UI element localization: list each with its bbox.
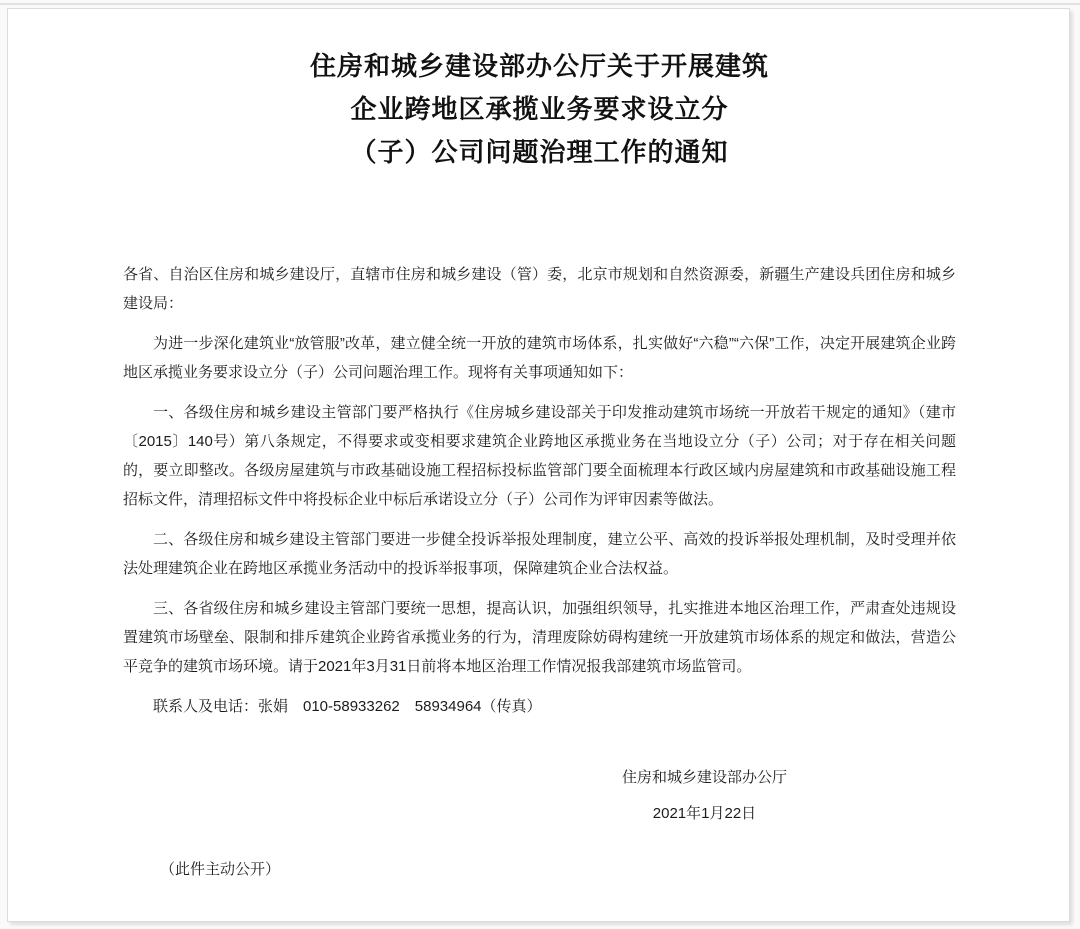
publicity-note: （此件主动公开）: [160, 861, 281, 878]
paragraph-intro: 为进一步深化建筑业“放管服”改革，建立健全统一开放的建筑市场体系，扎实做好“六稳”“六保”工作，决定开展建筑企业跨地区承揽业务要求设立分（子）公司问题治理工作。现将有关事项通知如下：: [123, 335, 956, 381]
signature-date: 2021年1月22日: [652, 805, 757, 822]
title-line-3: （子）公司问题治理工作的通知: [350, 137, 729, 167]
page-title: [123, 45, 956, 174]
signature-block: [622, 762, 787, 829]
title-line-1: 住房和城乡建设部办公厅关于开展建筑: [309, 51, 769, 81]
top-rule: [0, 3, 1080, 5]
signature-organization: 住房和城乡建设部办公厅: [621, 769, 787, 786]
document-page: [7, 8, 1070, 922]
document-content: [8, 9, 1069, 884]
title-line-2: 企业跨地区承揽业务要求设立分: [350, 94, 729, 124]
salutation: 各省、自治区住房和城乡建设厅，直辖市住房和城乡建设（管）委，北京市规划和自然资源委，新疆生产建设兵团住房和城乡建设局：: [123, 266, 956, 312]
contact-line: 联系人及电话：张娟 010-58933262 58934964（传真）: [153, 698, 542, 715]
paragraph-item-1: 一、各级住房和城乡建设主管部门要严格执行《住房城乡建设部关于印发推动建筑市场统一开放若干规定的通知》（建市〔2015〕140号）第八条规定，不得要求或变相要求建筑企业跨地区承揽业务在当地设立分（子）公司；对于存在相关问题的，要立即整改。各级房屋建筑与市政基础设施工程招标投标监管部门要全面梳理本行政区域内房屋建筑和市政基础设施工程招标文件，清理招标文件中将投标企业中标后承诺设立分（子）公司作为评审因素等做法。: [123, 404, 956, 508]
paragraph-item-2: 二、各级住房和城乡建设主管部门要进一步健全投诉举报处理制度，建立公平、高效的投诉举报处理机制，及时受理并依法处理建筑企业在跨地区承揽业务活动中的投诉举报事项，保障建筑企业合法权益。: [123, 531, 956, 577]
paragraph-item-3: 三、各省级住房和城乡建设主管部门要统一思想，提高认识，加强组织领导，扎实推进本地区治理工作，严肃查处违规设置建筑市场壁垒、限制和排斥建筑企业跨省承揽业务的行为，清理废除妨碍构建统一开放建筑市场体系的规定和做法，营造公平竞争的建筑市场环境。请于2021年3月31日前将本地区治理工作情况报我部建筑市场监管司。: [123, 600, 956, 675]
